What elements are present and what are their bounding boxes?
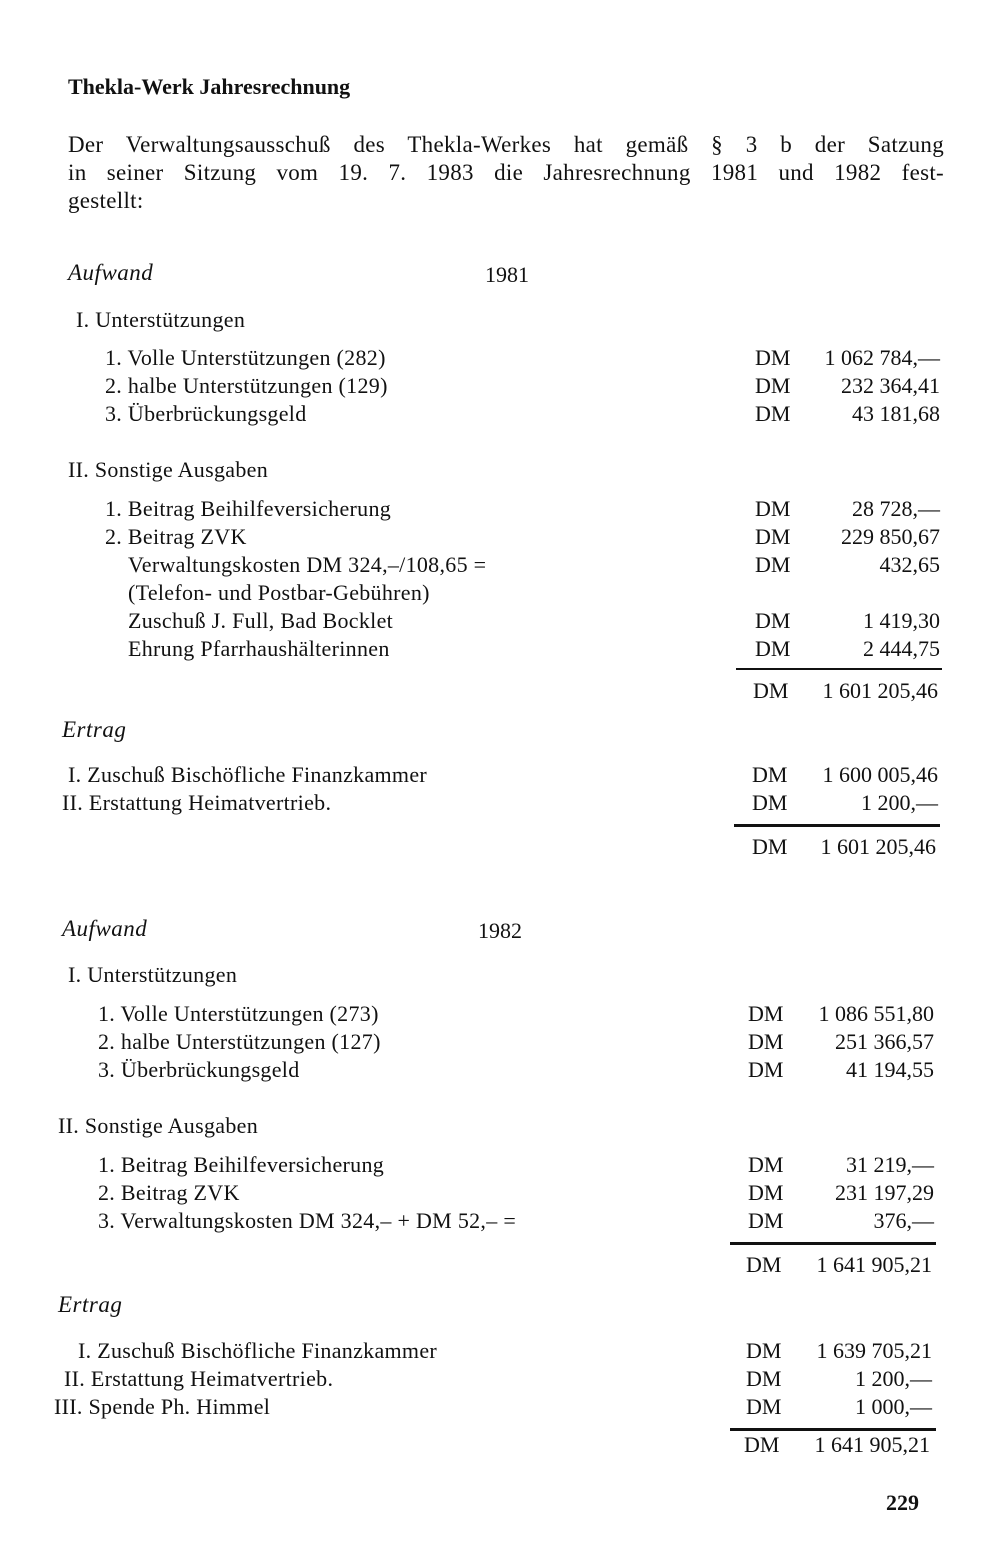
intro-line-3: gestellt: [68, 188, 144, 213]
line-item-label: 1. Volle Unterstützungen (282) [105, 345, 386, 370]
page-number: 229 [886, 1490, 919, 1515]
sum-rule [734, 824, 940, 827]
amount: 1 200,— [861, 790, 938, 815]
line-item-label: 1. Beitrag Beihilfeversicherung [98, 1152, 385, 1177]
line-item-label: II. Erstattung Heimatvertrieb. [62, 790, 332, 815]
year-1982: 1982 [478, 918, 522, 943]
line-item-label: 3. Überbrückungsgeld [98, 1057, 300, 1082]
line-item-label: Zuschuß J. Full, Bad Bocklet [128, 608, 394, 633]
amount: 1 600 005,46 [822, 762, 938, 787]
amount: 41 194,55 [846, 1057, 934, 1082]
amount: 231 197,29 [835, 1180, 934, 1205]
line-item-label: II. Erstattung Heimatvertrieb. [64, 1366, 334, 1391]
line-item-label: I. Zuschuß Bischöfliche Finanzkammer [68, 762, 428, 787]
amount: 1 086 551,80 [818, 1001, 934, 1026]
currency: DM [755, 345, 791, 370]
amount: 1 062 784,— [824, 345, 940, 370]
ertrag-total-1981: 1 601 205,46 [820, 834, 936, 859]
currency: DM [748, 1180, 784, 1205]
line-item-label: III. Spende Ph. Himmel [54, 1394, 271, 1419]
amount: 232 364,41 [841, 373, 940, 398]
currency: DM [755, 524, 791, 549]
aufwand-heading-1981: Aufwand [68, 260, 154, 285]
currency: DM [753, 678, 789, 703]
currency: DM [752, 790, 788, 815]
currency: DM [755, 401, 791, 426]
unterstuetzungen-heading-1982: I. Unterstützungen [68, 962, 238, 987]
document-title: Thekla-Werk Jahresrechnung [68, 74, 351, 99]
currency: DM [746, 1394, 782, 1419]
ertrag-total-1982: 1 641 905,21 [814, 1432, 930, 1457]
amount: 251 366,57 [835, 1029, 934, 1054]
currency: DM [748, 1001, 784, 1026]
sonstige-ausgaben-heading-1981: II. Sonstige Ausgaben [68, 457, 269, 482]
line-item-note: (Telefon- und Postbar-Gebühren) [128, 580, 430, 605]
aufwand-heading-1982: Aufwand [62, 916, 148, 941]
currency: DM [746, 1252, 782, 1277]
ertrag-heading-1981: Ertrag [62, 717, 127, 742]
sum-rule [736, 668, 942, 670]
line-item-label: 2. halbe Unterstützungen (127) [98, 1029, 381, 1054]
currency: DM [755, 552, 791, 577]
aufwand-total-1982: 1 641 905,21 [816, 1252, 932, 1277]
line-item-label: 3. Verwaltungskosten DM 324,– + DM 52,– = [98, 1208, 517, 1233]
year-1981: 1981 [485, 262, 529, 287]
currency: DM [752, 834, 788, 859]
line-item-label: 1. Beitrag Beihilfeversicherung [105, 496, 392, 521]
sum-rule [730, 1242, 936, 1245]
currency: DM [748, 1152, 784, 1177]
amount: 1 639 705,21 [816, 1338, 932, 1363]
currency: DM [755, 373, 791, 398]
currency: DM [752, 762, 788, 787]
amount: 1 200,— [855, 1366, 932, 1391]
unterstuetzungen-heading-1981: I. Unterstützungen [76, 307, 246, 332]
sum-rule [730, 1428, 936, 1431]
amount: 229 850,67 [841, 524, 940, 549]
currency: DM [748, 1029, 784, 1054]
currency: DM [748, 1057, 784, 1082]
amount: 1 000,— [855, 1394, 932, 1419]
amount: 31 219,— [846, 1152, 934, 1177]
line-item-label: 2. Beitrag ZVK [98, 1180, 240, 1205]
intro-line-2: in seiner Sitzung vom 19. 7. 1983 die Jahresrechnung 1981 und 1982 fest- [68, 160, 944, 185]
currency: DM [755, 608, 791, 633]
line-item-label: 2. Beitrag ZVK [105, 524, 247, 549]
sonstige-ausgaben-heading-1982: II. Sonstige Ausgaben [58, 1113, 259, 1138]
ertrag-heading-1982: Ertrag [58, 1292, 123, 1317]
amount: 43 181,68 [852, 401, 940, 426]
amount: 1 419,30 [863, 608, 940, 633]
currency: DM [744, 1432, 780, 1457]
aufwand-total-1981: 1 601 205,46 [822, 678, 938, 703]
amount: 432,65 [879, 552, 940, 577]
currency: DM [748, 1208, 784, 1233]
currency: DM [746, 1338, 782, 1363]
amount: 376,— [873, 1208, 934, 1233]
currency: DM [755, 636, 791, 661]
line-item-label: Ehrung Pfarrhaushälterinnen [128, 636, 390, 661]
line-item-label: 3. Überbrückungsgeld [105, 401, 307, 426]
line-item-label: 2. halbe Unterstützungen (129) [105, 373, 388, 398]
amount: 2 444,75 [863, 636, 940, 661]
line-item-label: I. Zuschuß Bischöfliche Finanzkammer [78, 1338, 438, 1363]
line-item-label: Verwaltungskosten DM 324,–/108,65 = [128, 552, 487, 577]
currency: DM [755, 496, 791, 521]
amount: 28 728,— [852, 496, 940, 521]
line-item-label: 1. Volle Unterstützungen (273) [98, 1001, 379, 1026]
currency: DM [746, 1366, 782, 1391]
intro-line-1: Der Verwaltungsausschuß des Thekla-Werkes hat gemäß § 3 b der Satzung [68, 132, 944, 157]
